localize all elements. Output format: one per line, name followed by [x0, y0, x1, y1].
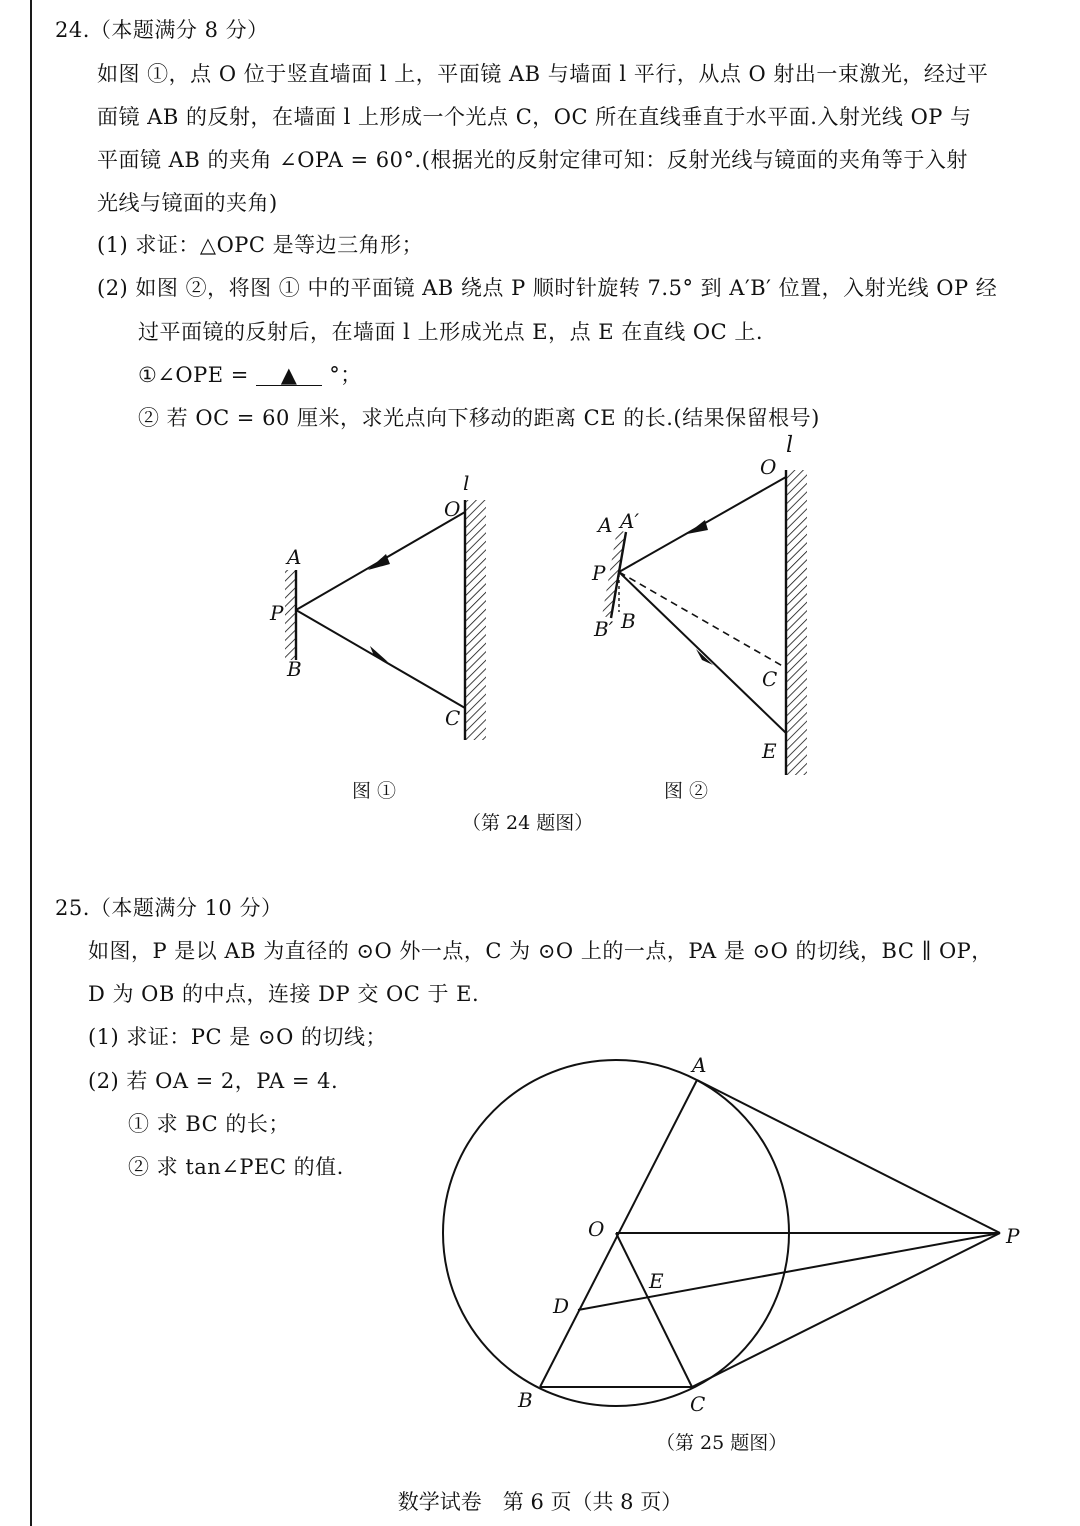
q25-figure-caption: （第 25 题图） [656, 1432, 788, 1454]
label-b: B [518, 1388, 533, 1412]
q25-part1: (1) 求证：PC 是 ⊙O 的切线； [88, 1025, 387, 1049]
q24-part2-line2: 过平面镜的反射后，在墙面 l 上形成光点 E，点 E 在直线 OC 上. [138, 320, 764, 344]
segment-oc [616, 1233, 692, 1387]
q24-text-3: 平面镜 AB 的夹角 ∠OPA = 60°.(根据光的反射定律可知：反射光线与镜面的夹角等于入射 [97, 148, 968, 172]
q24-sub1-prefix: ①∠OPE = [138, 363, 249, 387]
fig1-caption: 图 ① [352, 780, 397, 802]
label-c: C [445, 706, 461, 730]
label-p: P [270, 601, 284, 625]
label-a: A [692, 1053, 707, 1077]
label-l: l [786, 433, 794, 458]
label-o: O [444, 497, 461, 521]
label-a: A [287, 545, 302, 569]
q24-header: 24.（本题满分 8 分） [55, 18, 269, 42]
tangent-pa [697, 1080, 1000, 1233]
label-e: E [762, 739, 777, 763]
q24-part1: (1) 求证：△OPC 是等边三角形； [97, 233, 424, 257]
label-a: A [598, 513, 613, 537]
tangent-pc [692, 1233, 1000, 1387]
label-c: C [762, 667, 778, 691]
q24-text-1: 如图 ①，点 O 位于竖直墙面 l 上，平面镜 AB 与墙面 l 平行，从点 O 射出一束激光，经过平 [97, 62, 989, 86]
q24-figure-caption: （第 24 题图） [462, 812, 594, 834]
q25-sub2: ② 求 tan∠PEC 的值. [128, 1155, 344, 1179]
label-a-prime: A′ [620, 509, 639, 533]
q24-text-2: 面镜 AB 的反射，在墙面 l 上形成一个光点 C，OC 所在直线垂直于水平面.入射光线 OP 与 [97, 105, 972, 129]
q25-header: 25.（本题满分 10 分） [55, 896, 283, 920]
label-b: B [287, 657, 302, 681]
label-p: P [592, 561, 606, 585]
q24-part2-line1: (2) 如图 ②，将图 ① 中的平面镜 AB 绕点 P 顺时针旋转 7.5° 到 A′B′ 位置，入射光线 OP 经 [97, 276, 998, 300]
label-d: D [553, 1294, 570, 1318]
label-o: O [588, 1217, 605, 1241]
label-l: l [463, 471, 470, 495]
page-footer: 数学试卷 第 6 页（共 8 页） [397, 1490, 683, 1514]
q25-sub1: ① 求 BC 的长； [128, 1112, 290, 1136]
q25-part2: (2) 若 OA = 2，PA = 4. [88, 1069, 339, 1093]
q25-text-2: D 为 OB 的中点，连接 DP 交 OC 于 E. [88, 982, 480, 1006]
label-e: E [649, 1269, 664, 1293]
label-b: B [621, 609, 636, 633]
label-p: P [1006, 1224, 1020, 1248]
label-o: O [760, 455, 777, 479]
fig2-caption: 图 ② [664, 780, 709, 802]
q25-text-1: 如图，P 是以 AB 为直径的 ⊙O 外一点，C 为 ⊙O 上的一点，PA 是 ⊙O 的切线，BC ∥ OP， [88, 939, 993, 963]
label-c: C [690, 1392, 706, 1416]
answer-blank: ▲ [256, 365, 322, 386]
q24-sub2: ② 若 OC = 60 厘米，求光点向下移动的距离 CE 的长.(结果保留根号) [138, 406, 820, 430]
label-b-prime: B′ [594, 617, 614, 641]
q24-sub1-suffix: °； [329, 363, 362, 387]
q24-text-4: 光线与镜面的夹角) [97, 191, 278, 215]
